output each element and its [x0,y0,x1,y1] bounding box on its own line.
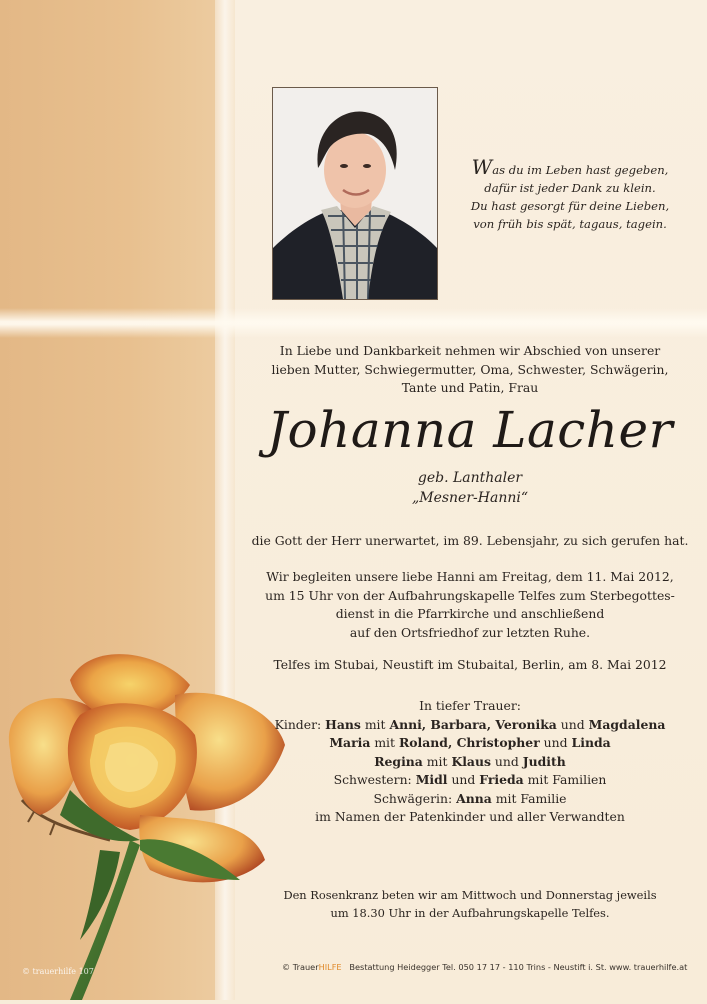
funeral-line-1: Wir begleiten unsere liebe Hanni am Freitag, dem 11. Mai 2012, [266,569,674,584]
intro-line-3: Tante und Patin, Frau [401,380,539,395]
mourners-children-row: Kinder: Hans mit Anni, Barbara, Veronika und Magdalena [274,716,666,732]
nickname: „Mesner-Hanni“ [411,490,528,506]
funeral-line-4: auf den Ortsfriedhof zur letzten Ruhe. [349,624,591,640]
mourners-list [245,697,695,827]
mourners-godchildren-row: im Namen der Patenkinder und aller Verwandten [315,809,625,824]
funeral-line-2: um 15 Uhr von der Aufbahrungskapelle Telfes zum Sterbegottes- [265,587,675,603]
funeral-info [245,568,695,642]
death-notice: die Gott der Herr unerwartet, im 89. Lebensjahr, zu sich gerufen hat. [251,533,689,548]
poem-line-2: dafür ist jeder Dank zu klein. [484,181,656,195]
footer-details: Bestattung Heidegger Tel. 050 17 17 - 110 Trins - Neustift i. St. www. trauerhilfe.at [349,962,688,972]
copyright-note: © trauerhilfe 107 [22,967,94,976]
poem-initial: W [471,155,493,179]
poem-line-1: as du im Leben hast gegeben, [492,163,669,177]
footer-brand: © TrauerHILFE [282,962,342,972]
poem-line-3: Du hast gesorgt für deine Lieben, [470,199,670,213]
intro-line-1: In Liebe und Dankbarkeit nehmen wir Abschied von unserer [279,343,661,358]
mourners-sister-in-law-row: Schwägerin: Anna mit Familie [373,790,567,806]
rosary-info [245,886,695,922]
mourners-maria-row: Maria mit Roland, Christopher und Linda [329,735,611,750]
rosary-line-2: um 18.30 Uhr in der Aufbahrungskapelle Telfes. [330,906,610,920]
intro-line-2: lieben Mutter, Schwiegermutter, Oma, Schwester, Schwägerin, [271,361,669,377]
mourners-regina-row: Regina mit Klaus und Judith [374,753,566,769]
rosary-line-1: Den Rosenkranz beten wir am Mittwoch und Donnerstag jeweils [283,888,657,902]
footer [282,962,692,972]
horizontal-light-band [0,308,707,338]
portrait-photo [272,87,438,300]
poem [450,155,690,233]
poem-line-4: von früh bis spät, tagaus, tagein. [473,217,667,231]
mourners-heading: In tiefer Trauer: [419,698,521,713]
birth-name: geb. Lanthaler [417,470,523,486]
place-date: Telfes im Stubai, Neustift im Stubaital, Berlin, am 8. Mai 2012 [273,657,667,672]
deceased-name: Johanna Lacher [267,401,673,459]
funeral-line-3: dienst in die Pfarrkirche und anschließend [335,606,605,621]
intro-text [245,342,695,398]
mourners-sisters-row: Schwestern: Midl und Frieda mit Familien [333,772,607,787]
